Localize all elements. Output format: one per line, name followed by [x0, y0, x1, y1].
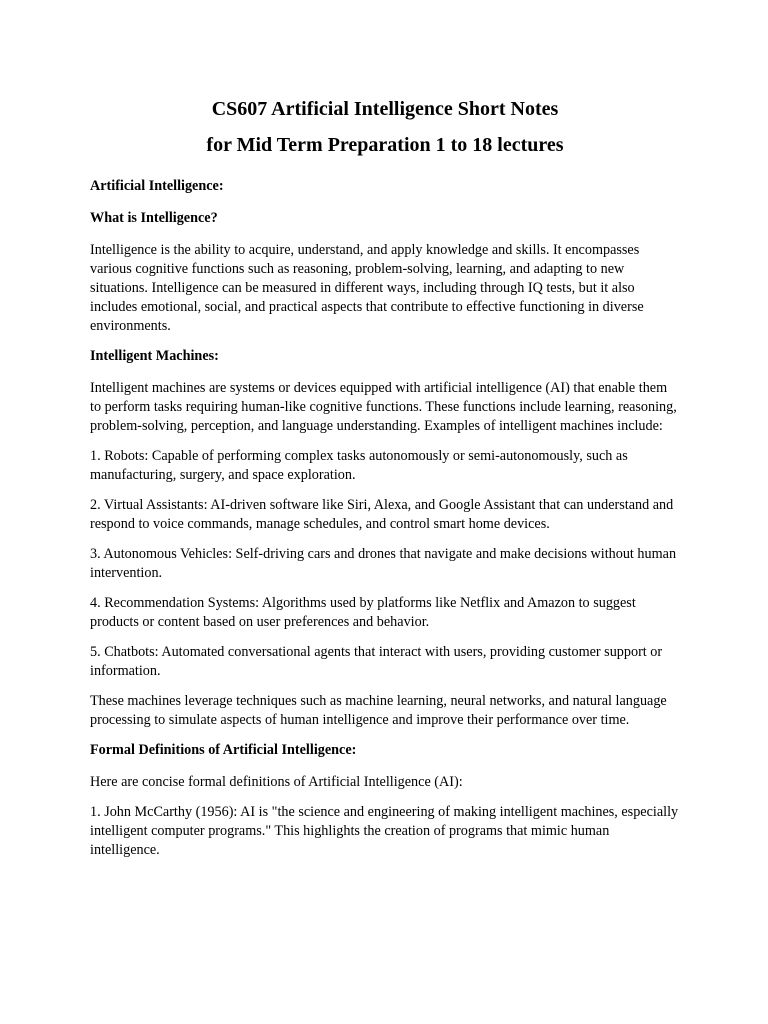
- list-item-autonomous-vehicles: 3. Autonomous Vehicles: Self-driving cars and drones that navigate and make decisions without human intervention.: [90, 546, 677, 581]
- section-heading-formal-definitions: Formal Definitions of Artificial Intelligence:: [90, 742, 357, 758]
- paragraph-machines-leverage: These machines leverage techniques such as machine learning, neural networks, and natural language processing to simulate aspects of human intelligence and improve their performance over time.: [90, 693, 667, 728]
- paragraph-intelligent-machines: Intelligent machines are systems or devices equipped with artificial intelligence (AI) that enable them to perform tasks requiring human-like cognitive functions. These functions include learning, reasoning, problem-solving, perception, and language understanding. Examples of intelligent machines include:: [90, 380, 677, 434]
- section-heading-what-is-intelligence: What is Intelligence?: [90, 210, 218, 226]
- list-item-john-mccarthy: 1. John McCarthy (1956): AI is "the science and engineering of making intelligent machines, especially intelligent computer programs." This highlights the creation of programs that mimic human intelligence.: [90, 804, 679, 858]
- paragraph-formal-intro: Here are concise formal definitions of Artificial Intelligence (AI):: [90, 774, 463, 790]
- list-item-chatbots: 5. Chatbots: Automated conversational agents that interact with users, providing customer support or information.: [90, 644, 663, 679]
- section-heading-intelligent-machines: Intelligent Machines:: [90, 348, 219, 364]
- list-item-recommendation-systems: 4. Recommendation Systems: Algorithms used by platforms like Netflix and Amazon to suggest products or content based on user preferences and behavior.: [90, 595, 636, 630]
- document-title-line-2: for Mid Term Preparation 1 to 18 lectures: [206, 134, 564, 156]
- section-heading-artificial-intelligence: Artificial Intelligence:: [90, 178, 224, 194]
- paragraph-what-is-intelligence: Intelligence is the ability to acquire, understand, and apply knowledge and skills. It encompasses various cognitive functions such as reasoning, problem-solving, learning, and adapting to new situations. Intelligence can be measured in different ways, including through IQ tests, but it also includes emotional, social, and practical aspects that contribute to effective functioning in diverse environments.: [90, 242, 644, 334]
- list-item-robots: 1. Robots: Capable of performing complex tasks autonomously or semi-autonomously, such as manufacturing, surgery, and space exploration.: [90, 448, 628, 483]
- document-page: [90, 91, 680, 871]
- document-title-line-1: CS607 Artificial Intelligence Short Notes: [211, 98, 559, 120]
- list-item-virtual-assistants: 2. Virtual Assistants: AI-driven software like Siri, Alexa, and Google Assistant that can understand and respond to voice commands, manage schedules, and control smart home devices.: [90, 497, 674, 532]
